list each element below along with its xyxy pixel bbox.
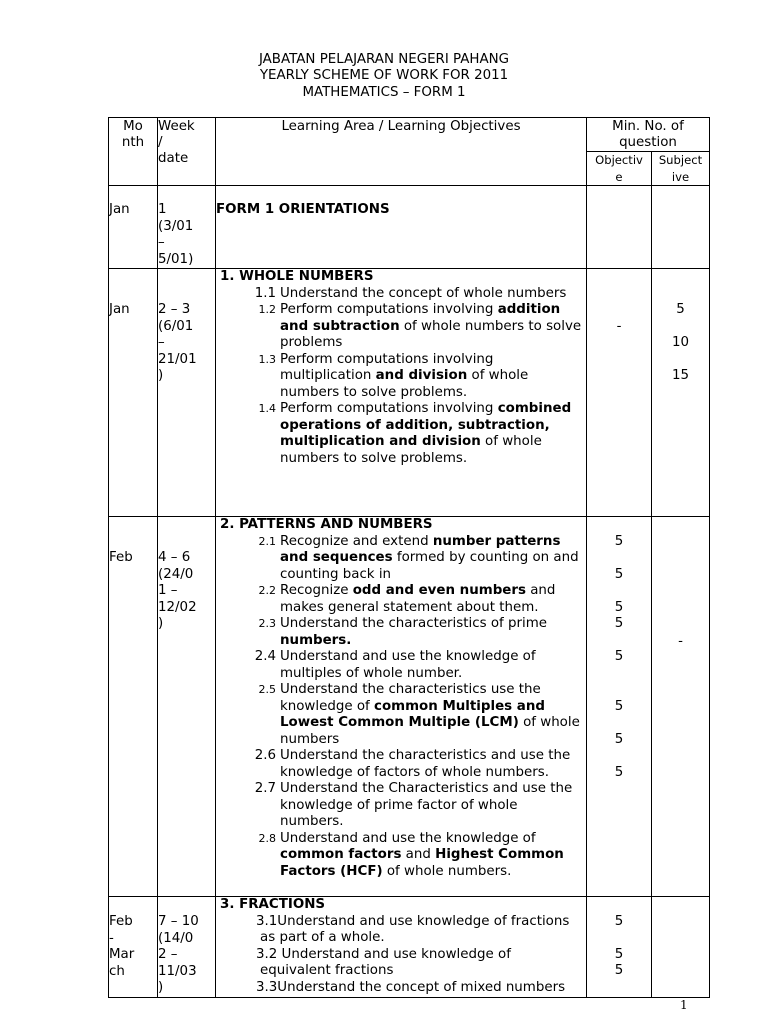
header-line-1: JABATAN PELAJARAN NEGERI PAHANG xyxy=(258,52,510,67)
learning-area-title: 1. WHOLE NUMBERS xyxy=(220,269,374,284)
subjective-value: 15 xyxy=(671,368,690,383)
objective-item: 1.4 Perform computations involving combined operations of addition, subtraction, multiplication and division of whole numbers to solve problems. xyxy=(258,401,572,466)
objective-item: 2.6 Understand the characteristics and use the knowledge of factors of whole numbers. xyxy=(254,748,571,780)
objective-item: 2.8 Understand and use the knowledge of common factors and Highest Common Factors (HCF) of whole numbers. xyxy=(258,830,564,879)
page-number: 1 xyxy=(680,998,688,1012)
objective-cell xyxy=(587,269,652,517)
subjective-header: Subject ive xyxy=(652,152,710,186)
objective-value: 5 xyxy=(614,765,624,780)
learning-area-header: Learning Area / Learning Objectives xyxy=(216,118,587,186)
learning-area-title: 2. PATTERNS AND NUMBERS xyxy=(220,517,433,532)
objective-item: 3.1Understand and use knowledge of fractions as part of a whole. xyxy=(256,913,570,945)
month-cell: Jan xyxy=(109,269,158,517)
week-cell: 1 (3/01 – 5/01) xyxy=(158,186,216,269)
week-cell: 7 – 10 (14/0 2 – 11/03 ) xyxy=(158,897,216,998)
learning-area-cell xyxy=(216,269,587,517)
objective-value: 5 xyxy=(614,914,624,929)
scheme-table xyxy=(108,117,710,998)
objective-value: 5 xyxy=(614,649,624,664)
learning-area-cell xyxy=(216,517,587,897)
month-header: Mo nth xyxy=(109,118,158,186)
subjective-cell xyxy=(652,517,710,897)
objective-cell xyxy=(587,517,652,897)
header-line-2: YEARLY SCHEME OF WORK FOR 2011 xyxy=(259,68,509,84)
objective-cell xyxy=(587,186,652,269)
learning-area-title: 3. FRACTIONS xyxy=(220,897,326,912)
week-header: Week / date xyxy=(158,118,216,186)
objective-header: Objectiv e xyxy=(587,152,652,186)
objective-value: 5 xyxy=(614,732,624,747)
month-cell: Jan xyxy=(109,186,158,269)
learning-area-cell xyxy=(216,897,587,998)
document-header xyxy=(0,52,768,101)
subjective-value: 10 xyxy=(671,335,690,350)
learning-area-title: FORM 1 ORIENTATIONS xyxy=(216,186,587,269)
subjective-cell xyxy=(652,897,710,998)
objective-value: 5 xyxy=(614,699,624,714)
objective-value: 5 xyxy=(614,616,624,631)
objective-value: 5 xyxy=(614,567,624,582)
objective-value: 5 xyxy=(614,534,624,549)
objective-item: 2.7 Understand the Characteristics and use the knowledge of prime factor of whole numbers. xyxy=(254,781,573,829)
week-cell: 4 – 6 (24/0 1 – 12/02 ) xyxy=(158,517,216,897)
objective-item: 2.2 Recognize odd and even numbers and makes general statement about them. xyxy=(258,583,556,615)
objective-value: 5 xyxy=(614,963,624,978)
objective-cell xyxy=(587,897,652,998)
month-cell: Feb xyxy=(109,517,158,897)
objective-value: - xyxy=(616,319,622,334)
objective-item: 1.1 Understand the concept of whole numbers xyxy=(254,285,567,301)
objective-item: 3.3Understand the concept of mixed numbers xyxy=(256,979,566,995)
objective-value: 5 xyxy=(614,600,624,615)
subjective-cell xyxy=(652,186,710,269)
objective-value: 5 xyxy=(614,947,624,962)
objective-item: 1.2 Perform computations involving addition and subtraction of whole numbers to solve problems xyxy=(258,302,582,350)
subjective-value: - xyxy=(678,634,683,649)
week-cell: 2 – 3 (6/01 – 21/01 ) xyxy=(158,269,216,517)
subjective-cell xyxy=(652,269,710,517)
header-line-3: MATHEMATICS – FORM 1 xyxy=(302,84,466,100)
objective-item: 1.3 Perform computations involving multiplication and division of whole numbers to solve problems. xyxy=(258,351,529,400)
month-cell: Feb - Mar ch xyxy=(109,897,158,998)
subjective-value: 5 xyxy=(676,302,685,317)
objective-item: 2.1 Recognize and extend number patterns and sequences formed by counting on and counting back in xyxy=(258,533,579,582)
objective-item: 2.4 Understand and use the knowledge of multiples of whole number. xyxy=(254,649,536,681)
min-questions-header: Min. No. of question xyxy=(587,118,710,152)
objective-item: 2.3 Understand the characteristics of prime numbers. xyxy=(258,616,547,648)
objective-item: 2.5 Understand the characteristics use the knowledge of common Multiples and Lowest Common Multiple (LCM) of whole numbers xyxy=(258,682,580,747)
objective-item: 3.2 Understand and use knowledge of equivalent fractions xyxy=(256,946,511,978)
